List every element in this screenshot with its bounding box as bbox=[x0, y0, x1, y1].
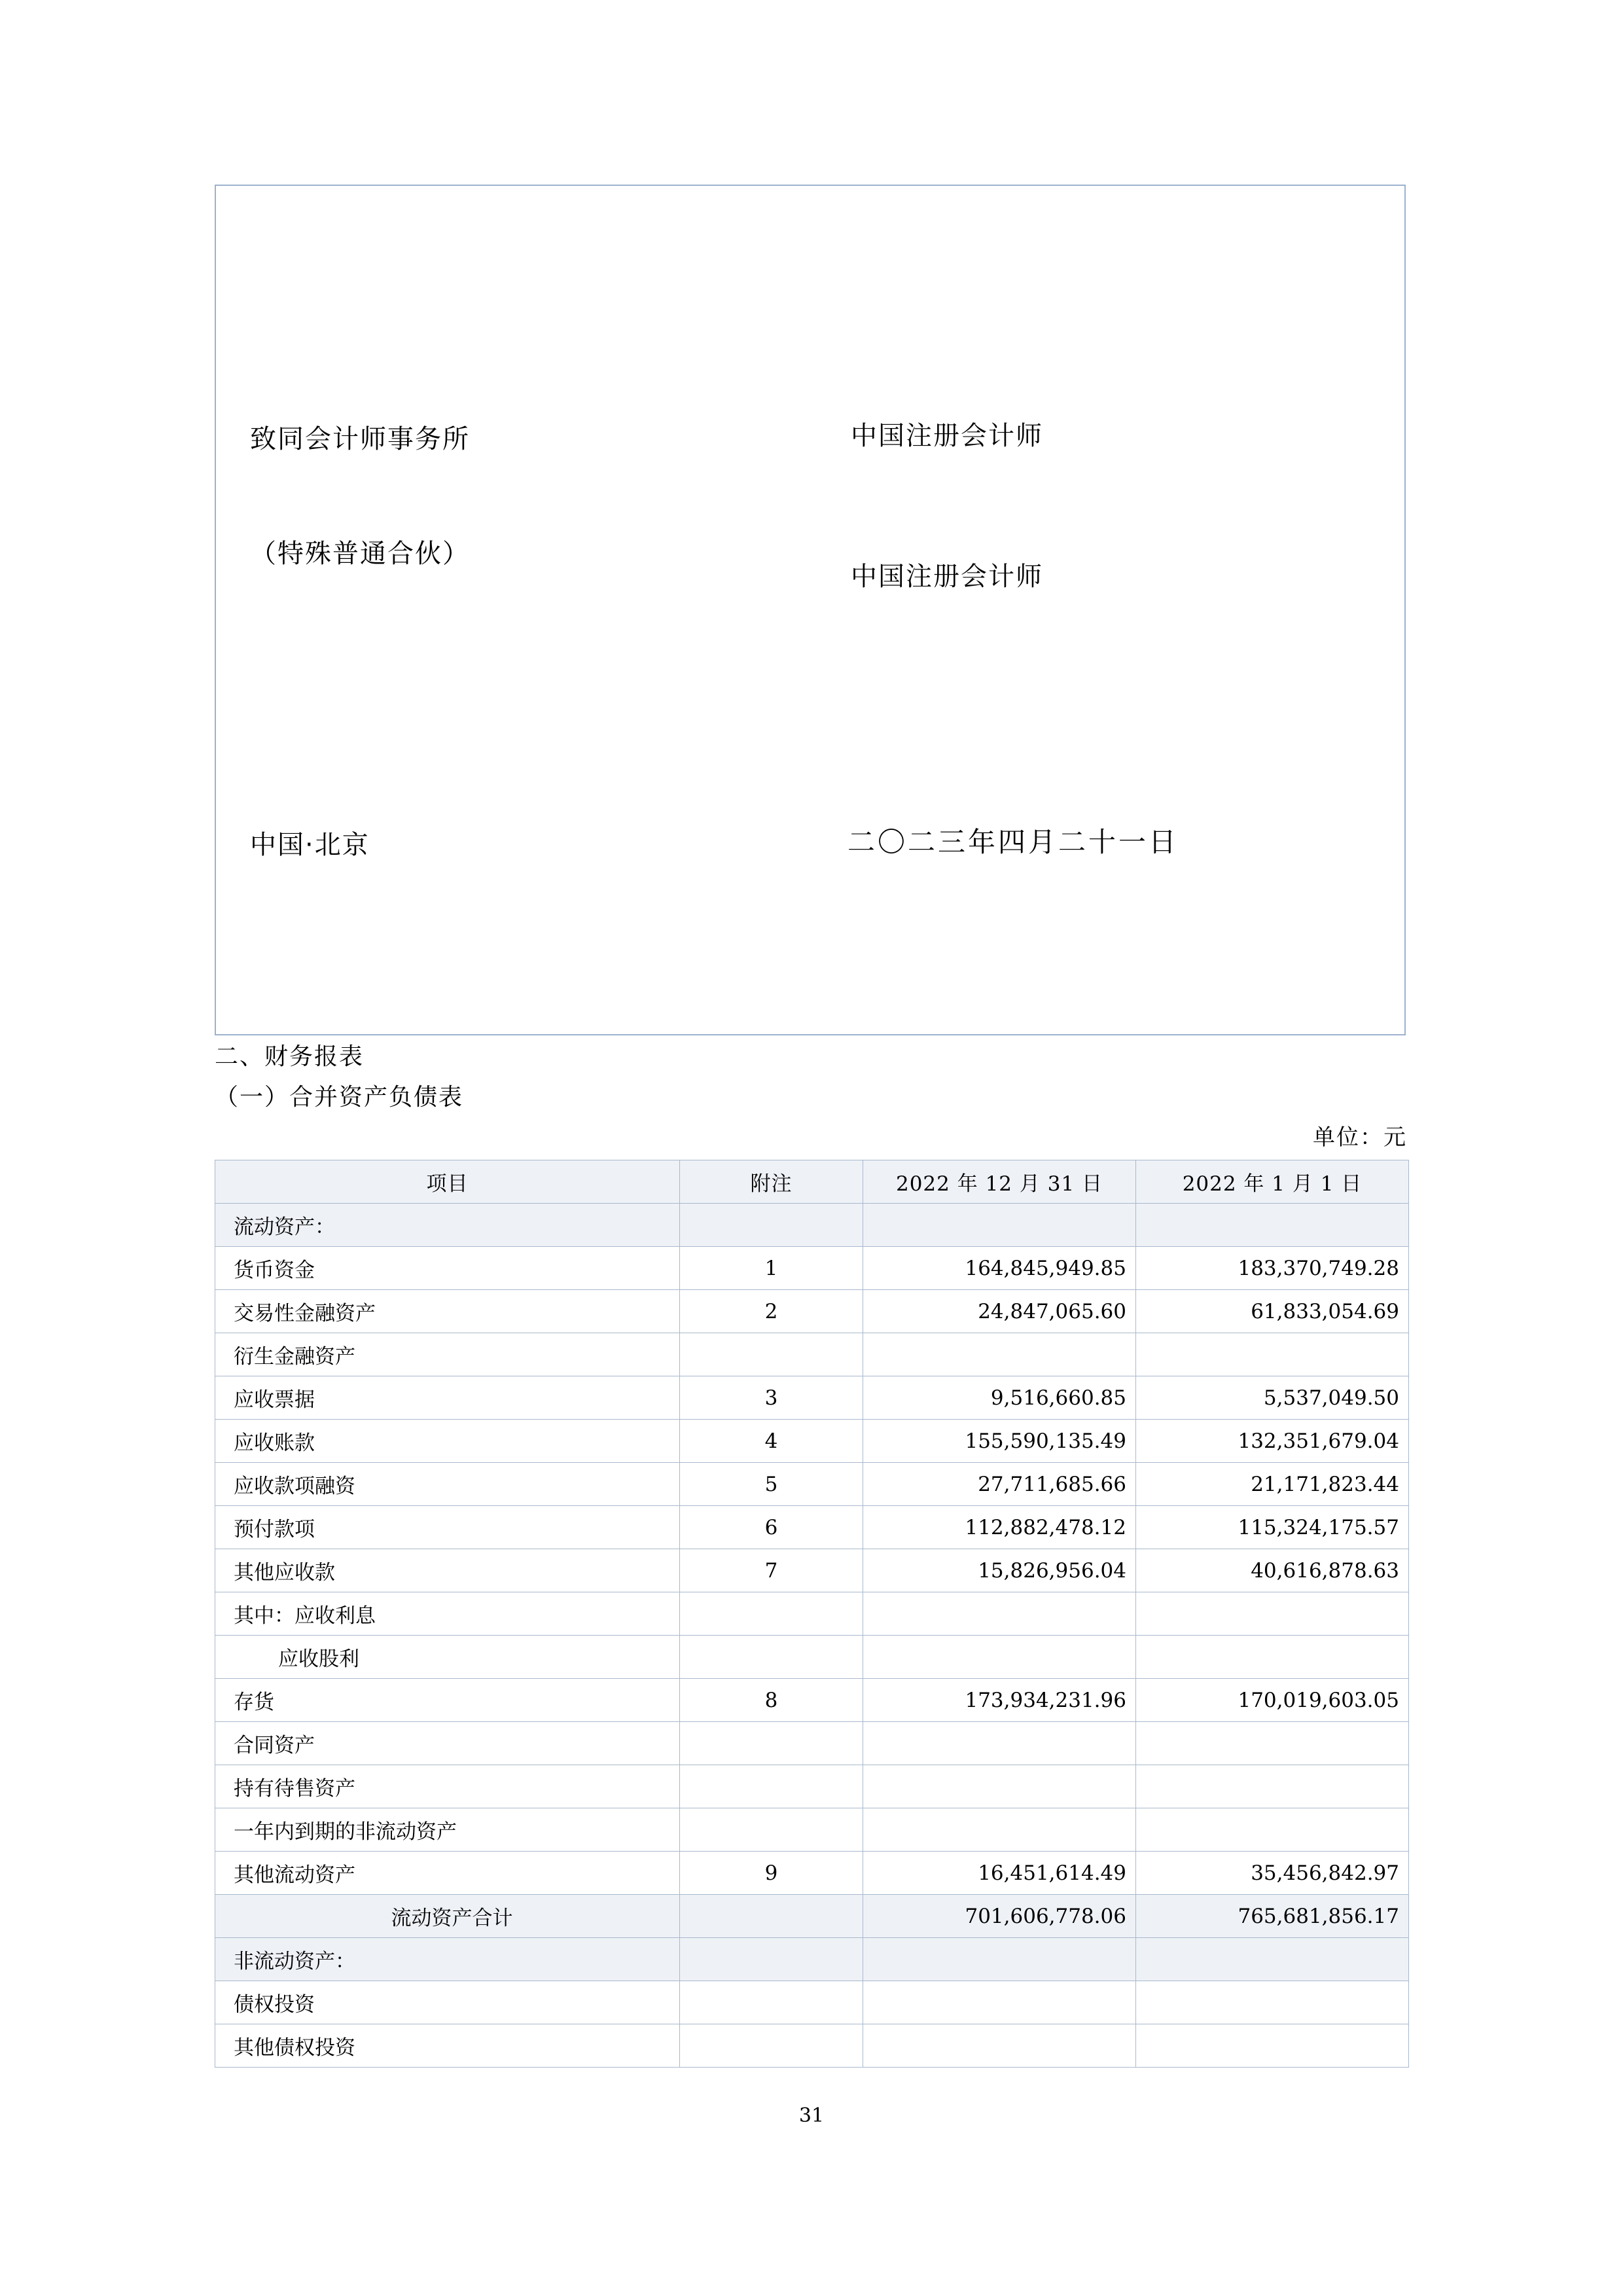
cell-value-prior: 40,616,878.63 bbox=[1136, 1549, 1409, 1592]
table-row bbox=[215, 1808, 1409, 1852]
cell-value-prior: 21,171,823.44 bbox=[1136, 1463, 1409, 1506]
cell-item: 存货 bbox=[215, 1679, 680, 1722]
table-row bbox=[215, 1506, 1409, 1549]
cell-value-current: 701,606,778.06 bbox=[863, 1895, 1136, 1938]
table-row bbox=[215, 1204, 1409, 1247]
cell-note bbox=[680, 1592, 863, 1636]
cell-item: 一年内到期的非流动资产 bbox=[215, 1808, 680, 1852]
cell-value-current bbox=[863, 1981, 1136, 2024]
table-row bbox=[215, 1420, 1409, 1463]
cell-value-prior: 132,351,679.04 bbox=[1136, 1420, 1409, 1463]
table-row bbox=[215, 1895, 1409, 1938]
audit-firm-name-line2: （特殊普通合伙） bbox=[250, 539, 470, 569]
cell-note: 5 bbox=[680, 1463, 863, 1506]
cell-value-current: 15,826,956.04 bbox=[863, 1549, 1136, 1592]
cell-note bbox=[680, 1765, 863, 1808]
cell-value-prior: 765,681,856.17 bbox=[1136, 1895, 1409, 1938]
cell-note: 1 bbox=[680, 1247, 863, 1290]
cell-value-prior: 183,370,749.28 bbox=[1136, 1247, 1409, 1290]
cell-note: 2 bbox=[680, 1290, 863, 1333]
table-row bbox=[215, 1376, 1409, 1420]
column-header-period-prior: 2022 年 1 月 1 日 bbox=[1136, 1160, 1409, 1204]
cell-value-current bbox=[863, 1765, 1136, 1808]
cell-value-prior bbox=[1136, 1204, 1409, 1247]
cell-note bbox=[680, 1204, 863, 1247]
table-header-row bbox=[215, 1160, 1409, 1204]
cell-value-prior bbox=[1136, 1938, 1409, 1981]
cell-value-current: 173,934,231.96 bbox=[863, 1679, 1136, 1722]
table-row bbox=[215, 1722, 1409, 1765]
cell-note bbox=[680, 1938, 863, 1981]
audit-place: 中国·北京 bbox=[250, 830, 370, 860]
column-header-period-current: 2022 年 12 月 31 日 bbox=[863, 1160, 1136, 1204]
cell-item: 交易性金融资产 bbox=[215, 1290, 680, 1333]
cell-value-prior: 61,833,054.69 bbox=[1136, 1290, 1409, 1333]
cell-note: 7 bbox=[680, 1549, 863, 1592]
cell-value-prior bbox=[1136, 2024, 1409, 2068]
cell-note: 8 bbox=[680, 1679, 863, 1722]
table-row bbox=[215, 1290, 1409, 1333]
cpa-title-1: 中国注册会计师 bbox=[851, 421, 1043, 451]
cell-item: 应收票据 bbox=[215, 1376, 680, 1420]
cell-value-prior: 5,537,049.50 bbox=[1136, 1376, 1409, 1420]
cell-value-prior bbox=[1136, 1765, 1409, 1808]
cell-note bbox=[680, 1722, 863, 1765]
cell-value-current: 112,882,478.12 bbox=[863, 1506, 1136, 1549]
cell-item: 应收股利 bbox=[215, 1636, 680, 1679]
cell-item: 其他应收款 bbox=[215, 1549, 680, 1592]
cell-note: 3 bbox=[680, 1376, 863, 1420]
cell-value-prior bbox=[1136, 1808, 1409, 1852]
table-row bbox=[215, 1463, 1409, 1506]
table-row bbox=[215, 1765, 1409, 1808]
cell-value-current: 24,847,065.60 bbox=[863, 1290, 1136, 1333]
cell-value-current: 9,516,660.85 bbox=[863, 1376, 1136, 1420]
cell-value-current bbox=[863, 1636, 1136, 1679]
cell-item: 合同资产 bbox=[215, 1722, 680, 1765]
cell-item: 货币资金 bbox=[215, 1247, 680, 1290]
cell-item: 债权投资 bbox=[215, 1981, 680, 2024]
cell-item: 持有待售资产 bbox=[215, 1765, 680, 1808]
cpa-title-2: 中国注册会计师 bbox=[851, 562, 1043, 592]
cell-value-current: 164,845,949.85 bbox=[863, 1247, 1136, 1290]
cell-note bbox=[680, 1333, 863, 1376]
cell-value-prior bbox=[1136, 1722, 1409, 1765]
cell-item: 其他债权投资 bbox=[215, 2024, 680, 2068]
cell-note bbox=[680, 1895, 863, 1938]
cell-value-current bbox=[863, 1808, 1136, 1852]
audit-firm-name-line1: 致同会计师事务所 bbox=[250, 424, 470, 454]
cell-value-prior bbox=[1136, 1981, 1409, 2024]
cell-note bbox=[680, 1981, 863, 2024]
cell-value-prior bbox=[1136, 1592, 1409, 1636]
cell-item: 流动资产合计 bbox=[215, 1895, 680, 1938]
cell-value-current: 16,451,614.49 bbox=[863, 1852, 1136, 1895]
cell-item: 其中：应收利息 bbox=[215, 1592, 680, 1636]
cell-value-current bbox=[863, 1722, 1136, 1765]
column-header-note: 附注 bbox=[680, 1160, 863, 1204]
cell-value-prior: 115,324,175.57 bbox=[1136, 1506, 1409, 1549]
table-row bbox=[215, 2024, 1409, 2068]
cell-value-prior: 35,456,842.97 bbox=[1136, 1852, 1409, 1895]
balance-sheet-table bbox=[215, 1160, 1409, 2068]
signature-box bbox=[215, 185, 1406, 1035]
table-row bbox=[215, 1592, 1409, 1636]
cell-item: 应收账款 bbox=[215, 1420, 680, 1463]
cell-value-current: 27,711,685.66 bbox=[863, 1463, 1136, 1506]
table-row bbox=[215, 1247, 1409, 1290]
table-row bbox=[215, 1549, 1409, 1592]
section-heading: 二、财务报表 bbox=[215, 1043, 365, 1070]
cell-value-current bbox=[863, 1333, 1136, 1376]
column-header-item: 项目 bbox=[215, 1160, 680, 1204]
cell-value-current bbox=[863, 2024, 1136, 2068]
cell-note bbox=[680, 2024, 863, 2068]
cell-item: 应收款项融资 bbox=[215, 1463, 680, 1506]
cell-note bbox=[680, 1808, 863, 1852]
cell-item: 衍生金融资产 bbox=[215, 1333, 680, 1376]
table-row bbox=[215, 1852, 1409, 1895]
cell-item: 流动资产： bbox=[215, 1204, 680, 1247]
cell-item: 其他流动资产 bbox=[215, 1852, 680, 1895]
cell-value-prior: 170,019,603.05 bbox=[1136, 1679, 1409, 1722]
cell-value-prior bbox=[1136, 1333, 1409, 1376]
cell-note bbox=[680, 1636, 863, 1679]
page-number: 31 bbox=[798, 2104, 825, 2127]
unit-label: 单位：元 bbox=[1313, 1124, 1407, 1151]
audit-report-date: 二〇二三年四月二十一日 bbox=[847, 826, 1179, 858]
cell-item: 预付款项 bbox=[215, 1506, 680, 1549]
cell-note: 9 bbox=[680, 1852, 863, 1895]
cell-note: 4 bbox=[680, 1420, 863, 1463]
cell-value-current bbox=[863, 1592, 1136, 1636]
table-row bbox=[215, 1981, 1409, 2024]
cell-value-current bbox=[863, 1938, 1136, 1981]
subsection-heading: （一）合并资产负债表 bbox=[215, 1084, 464, 1111]
cell-value-prior bbox=[1136, 1636, 1409, 1679]
cell-value-current: 155,590,135.49 bbox=[863, 1420, 1136, 1463]
table-row bbox=[215, 1938, 1409, 1981]
table-row bbox=[215, 1333, 1409, 1376]
table-row bbox=[215, 1679, 1409, 1722]
cell-note: 6 bbox=[680, 1506, 863, 1549]
cell-item: 非流动资产： bbox=[215, 1938, 680, 1981]
cell-value-current bbox=[863, 1204, 1136, 1247]
table-row bbox=[215, 1636, 1409, 1679]
